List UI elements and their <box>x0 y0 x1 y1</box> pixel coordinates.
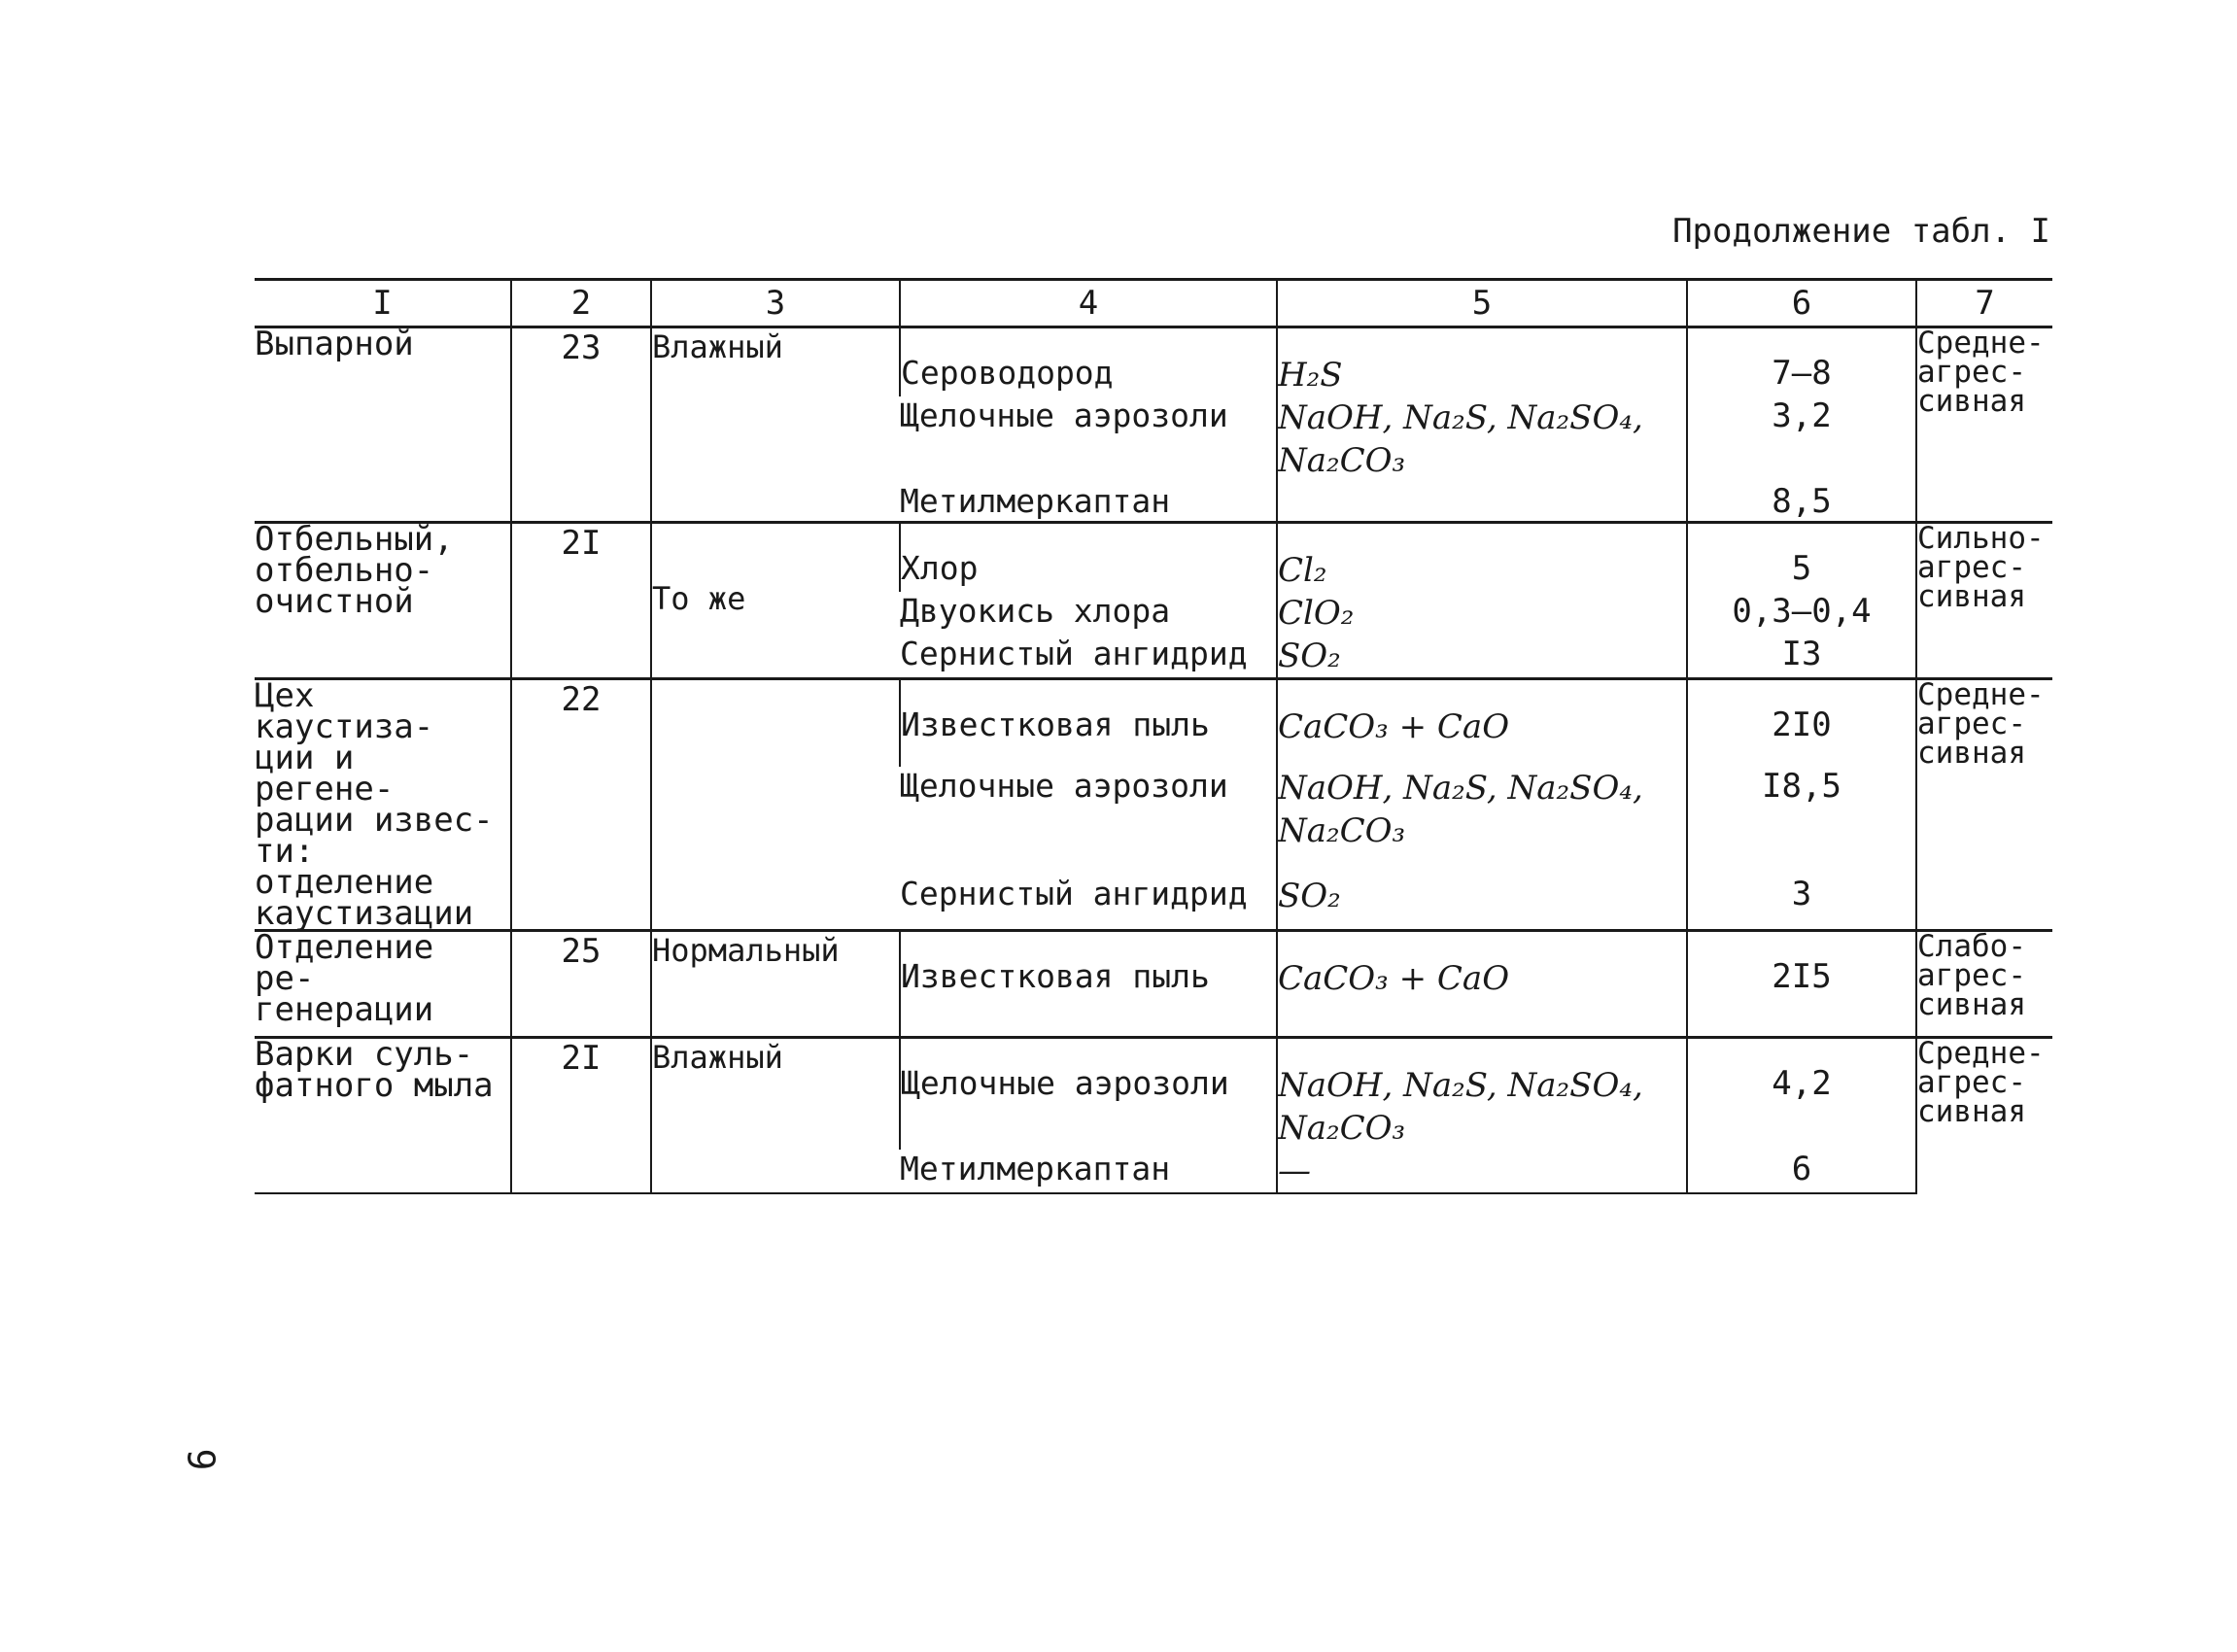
row-count: 2I <box>511 523 651 679</box>
concentration: 8,5 <box>1687 482 1916 523</box>
formula <box>1277 482 1687 523</box>
formula: CaCO₃ + CaO <box>1277 679 1687 767</box>
substance: Щелочные аэрозоли <box>900 766 1228 805</box>
row-count: 25 <box>511 931 651 1038</box>
substance: Известковая пыль <box>900 931 1277 1038</box>
concentration: 4,2 <box>1687 1038 1916 1151</box>
formula: — <box>1277 1150 1687 1193</box>
aggressiveness-class: Сильно- агрес- сивная <box>1916 523 2052 679</box>
row-count: 2I <box>511 1038 651 1194</box>
formula: NaOH, Na₂S, Na₂SO₄, Na₂CO₃ <box>1277 1038 1687 1151</box>
substance: Щелочные аэрозоли <box>900 396 1228 434</box>
aggressiveness-class: Слабо- агрес- сивная <box>1916 931 2052 1038</box>
column-header: 4 <box>900 280 1277 327</box>
formula: NaOH, Na₂S, Na₂SO₄, Na₂CO₃ <box>1277 396 1687 482</box>
continuation-label: Продолжение табл. I <box>1672 212 2050 251</box>
column-header: 2 <box>511 280 651 327</box>
concentration: 3,2 <box>1687 396 1916 482</box>
column-header: 7 <box>1916 280 2052 327</box>
formula: CaCO₃ + CaO <box>1277 931 1687 1038</box>
concentration: 6 <box>1687 1150 1916 1193</box>
table-row <box>255 679 2052 767</box>
column-header: 6 <box>1687 280 1916 327</box>
concentration: 7–8 <box>1687 327 1916 397</box>
formula: SO₂ <box>1277 635 1687 679</box>
humidity-mode: Нормальный <box>651 931 900 1038</box>
formula: Cl₂ <box>1277 523 1687 593</box>
classification-table <box>255 278 2052 1194</box>
row-count: 23 <box>511 327 651 523</box>
aggressiveness-class: Средне- агрес- сивная <box>1916 327 2052 523</box>
substance: Метилмеркаптан <box>900 1150 1277 1193</box>
page-number: 9 <box>179 1448 223 1471</box>
concentration: 3 <box>1687 875 1916 931</box>
aggressiveness-class: Средне- агрес- сивная <box>1916 1038 2052 1194</box>
column-header: I <box>255 280 511 327</box>
substance: Сернистый ангидрид <box>900 875 1248 912</box>
humidity-mode: Влажный <box>651 327 900 523</box>
formula: ClO₂ <box>1277 592 1687 635</box>
formula: NaOH, Na₂S, Na₂SO₄, Na₂CO₃ <box>1277 767 1687 875</box>
concentration: 0,3–0,4 <box>1687 592 1916 635</box>
column-header: 3 <box>651 280 900 327</box>
concentration: I3 <box>1687 635 1916 679</box>
column-header: 5 <box>1277 280 1687 327</box>
room-name: Отделение ре- генерации <box>255 931 511 1038</box>
table-row <box>255 523 2052 593</box>
substance: Сернистый ангидрид <box>900 635 1248 672</box>
humidity-mode: Влажный <box>651 1038 900 1194</box>
aggressiveness-class: Средне- агрес- сивная <box>1916 679 2052 931</box>
formula: SO₂ <box>1277 875 1687 931</box>
substance: Щелочные аэрозоли <box>900 1038 1277 1151</box>
concentration: 2I5 <box>1687 931 1916 1038</box>
substance: Сероводород <box>900 327 1277 397</box>
substance: Метилмеркаптан <box>900 482 1171 520</box>
table-row <box>255 1038 2052 1151</box>
table-row <box>255 327 2052 397</box>
formula: H₂S <box>1277 327 1687 397</box>
room-name: Цех каустиза- ции и регене- рации извес- ти: отделение каустизации <box>255 679 511 931</box>
substance: Двуокись хлора <box>900 592 1171 630</box>
substance: Известковая пыль <box>900 679 1277 767</box>
room-name: Варки суль- фатного мыла <box>255 1038 511 1194</box>
table-row <box>255 931 2052 1038</box>
row-count: 22 <box>511 679 651 931</box>
humidity-mode: То же <box>651 523 900 679</box>
header-row <box>255 280 2052 327</box>
concentration: I8,5 <box>1687 767 1916 875</box>
humidity-mode <box>651 679 900 931</box>
room-name: Выпарной <box>255 327 511 523</box>
concentration: 2I0 <box>1687 679 1916 767</box>
substance: Хлор <box>900 523 1277 593</box>
room-name: Отбельный, отбельно- очистной <box>255 523 511 679</box>
concentration: 5 <box>1687 523 1916 593</box>
